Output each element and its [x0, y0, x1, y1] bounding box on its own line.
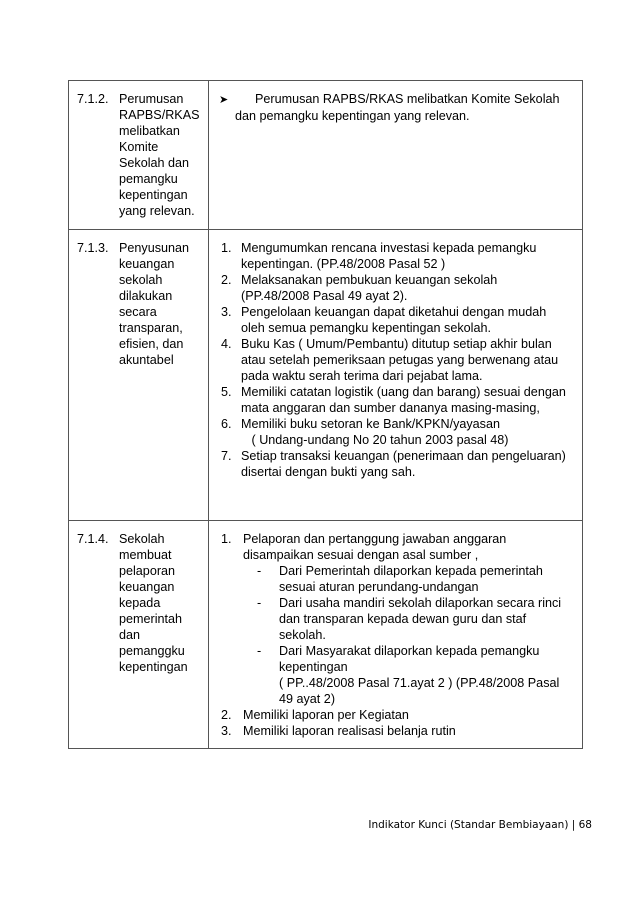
list-number: 2.	[221, 708, 232, 722]
indicator-line: transparan,	[119, 321, 183, 335]
list-line: Buku Kas ( Umum/Pembantu) ditutup setiap akhir bulan	[241, 337, 552, 351]
table-row	[69, 521, 583, 749]
list-line: 49 ayat 2)	[279, 692, 336, 706]
arrow-bullet-icon: ➤	[219, 94, 229, 106]
indicator-line: RAPBS/RKAS	[119, 108, 200, 122]
list-item	[221, 384, 574, 416]
indicator-cell	[69, 230, 209, 521]
indicator-line: sekolah	[119, 273, 163, 287]
list-line: oleh semua pemangku kepentingan sekolah.	[241, 321, 491, 335]
indicator-line: pemerintah	[119, 612, 183, 626]
list-item	[221, 707, 574, 723]
list-line: disertai dengan bukti yang sah.	[241, 465, 416, 479]
list-line: Melaksanakan pembukuan keuangan sekolah	[241, 273, 498, 287]
indicator-line: Perumusan	[119, 92, 184, 106]
bullet-text: Perumusan RAPBS/RKAS melibatkan Komite Sekolah	[255, 92, 560, 106]
indicator-line: kepentingan	[119, 188, 188, 202]
list-line: Memiliki laporan per Kegiatan	[243, 708, 409, 722]
sub-list-item	[257, 595, 574, 643]
list-line: Memiliki laporan realisasi belanja rutin	[243, 724, 456, 738]
description-cell	[209, 81, 583, 230]
list-line: Dari Masyarakat dilaporkan kepada pemangku	[279, 644, 540, 658]
list-line: kepentingan. (PP.48/2008 Pasal 52 )	[241, 257, 446, 271]
indicator-line: dilakukan	[119, 289, 173, 303]
list-item	[221, 336, 574, 384]
sub-list-item	[257, 643, 574, 707]
list-number: 3.	[221, 724, 232, 738]
list-number: 1.	[221, 241, 232, 255]
indicator-line: membuat	[119, 548, 172, 562]
indicator-line: Komite	[119, 140, 159, 154]
indicator-line: efisien, dan	[119, 337, 184, 351]
dash-bullet: -	[257, 564, 262, 578]
list-item	[221, 272, 574, 304]
list-item	[221, 304, 574, 336]
indicator-cell	[69, 81, 209, 230]
list-line: atau setelah pemeriksaan petugas yang berwenang atau	[241, 353, 559, 367]
indicator-line: kepada	[119, 596, 161, 610]
indicator-line: pemangku	[119, 172, 178, 186]
indicator-line: keuangan	[119, 257, 175, 271]
list-line: pada waktu serah terima dari pejabat lama.	[241, 369, 483, 383]
indicator-line: melibatkan	[119, 124, 180, 138]
list-line: Pengelolaan keuangan dapat diketahui dengan mudah	[241, 305, 547, 319]
indicator-line: keuangan	[119, 580, 175, 594]
list-number: 1.	[221, 532, 232, 546]
indicator-line: akuntabel	[119, 353, 174, 367]
list-item	[221, 531, 574, 707]
dash-bullet: -	[257, 596, 262, 610]
list-line: sekolah.	[279, 628, 326, 642]
list-line: mata anggaran dan sumber dananya masing-masing,	[241, 401, 540, 415]
list-line: ( Undang-undang No 20 tahun 2003 pasal 48)	[241, 433, 509, 447]
indicator-line: kepentingan	[119, 660, 188, 674]
list-line: Memiliki catatan logistik (uang dan barang) sesuai dengan	[241, 385, 566, 399]
list-line: kepentingan	[279, 660, 348, 674]
list-line: Dari Pemerintah dilaporkan kepada pemerintah	[279, 564, 543, 578]
page-footer: Indikator Kunci (Standar Bembiayaan) | 68	[368, 819, 592, 831]
indicator-line: dan	[119, 628, 141, 642]
bullet-text: dan pemangku kepentingan yang relevan.	[235, 109, 470, 123]
indicator-cell	[69, 521, 209, 749]
indicator-code: 7.1.3.	[77, 241, 109, 255]
list-number: 3.	[221, 305, 232, 319]
description-cell	[209, 230, 583, 521]
indicator-line: yang relevan.	[119, 204, 195, 218]
list-line: disampaikan sesuai dengan asal sumber ,	[243, 548, 479, 562]
indicator-line: pemanggku	[119, 644, 185, 658]
list-line: Memiliki buku setoran ke Bank/KPKN/yayasan	[241, 417, 500, 431]
list-item	[221, 448, 574, 480]
list-line: (PP.48/2008 Pasal 49 ayat 2).	[241, 289, 408, 303]
list-line: Setiap transaksi keuangan (penerimaan dan pengeluaran)	[241, 449, 566, 463]
list-line: Pelaporan dan pertanggung jawaban anggaran	[243, 532, 507, 546]
sub-list-item	[257, 563, 574, 595]
list-item	[221, 240, 574, 272]
indicator-line: Penyusunan	[119, 241, 190, 255]
indicator-code: 7.1.4.	[77, 532, 109, 546]
list-line: Dari usaha mandiri sekolah dilaporkan secara rinci	[279, 596, 562, 610]
indicator-line: Sekolah dan	[119, 156, 190, 170]
list-item	[221, 416, 574, 448]
table-row	[69, 81, 583, 230]
sub-list	[243, 563, 574, 707]
list-line: sesuai aturan perundang-undangan	[279, 580, 479, 594]
numbered-list	[209, 521, 582, 739]
list-number: 6.	[221, 417, 232, 431]
list-number: 7.	[221, 449, 232, 463]
indicator-line: pelaporan	[119, 564, 176, 578]
list-number: 2.	[221, 273, 232, 287]
table-row	[69, 230, 583, 521]
list-line: Mengumumkan rencana investasi kepada pemangku	[241, 241, 537, 255]
dash-bullet: -	[257, 644, 262, 658]
list-number: 5.	[221, 385, 232, 399]
list-line: dan transparan kepada dewan guru dan staf	[279, 612, 527, 626]
description-cell	[209, 521, 583, 749]
indicator-code: 7.1.2.	[77, 92, 109, 106]
indicator-line: secara	[119, 305, 157, 319]
indicator-line: Sekolah	[119, 532, 165, 546]
list-number: 4.	[221, 337, 232, 351]
numbered-list	[209, 230, 582, 480]
list-line: ( PP..48/2008 Pasal 71.ayat 2 ) (PP.48/2008 Pasal	[279, 676, 560, 690]
list-item	[221, 723, 574, 739]
indicator-table	[68, 80, 583, 749]
